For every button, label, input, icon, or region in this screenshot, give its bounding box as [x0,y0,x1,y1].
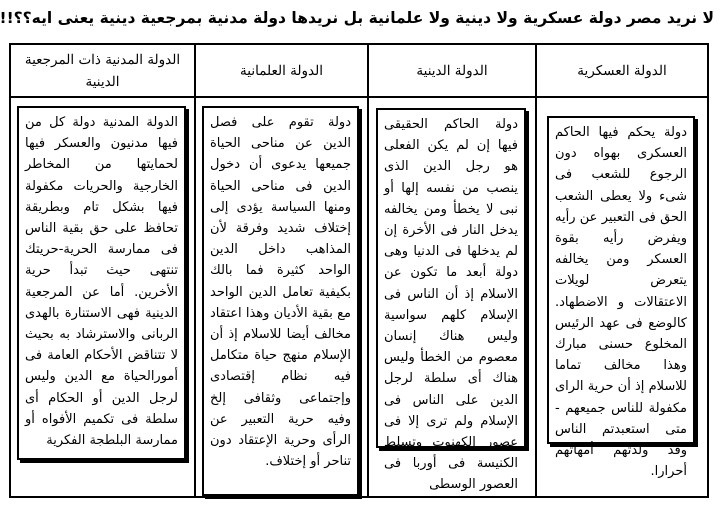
column-body [537,98,707,496]
column-body [11,98,194,496]
column-body [196,98,367,496]
column-text: الدولة المدنية دولة كل من فيها مدنيون والعسكر فيها لحمايتها من المخاطر الخارجية والحريات مكفولة فيها بشكل تام وبطريقة تحافظ على حق بقية الناس فى ممارسة الحرية-حريتك تنتهى حيث تبدأ حرية الأخرين. أما عن المرجعية الدينية فهى الاستنارة بالهدى الربانى والاسترشاد به بحيث لا تتناقض الأحكام العامة فى أمورالحياة مع الدين وليس لرجل الدين أو الحكام أى سلطة فى تكميم الأفواه أو ممارسة البلطجة الفكرية [17,106,186,460]
page-title: لا نريد مصر دولة عسكرية ولا دينية ولا علمانية بل نريدها دولة مدنية بمرجعية دينية يعنى ايه؟؟!! [0,9,714,27]
comparison-table [9,43,709,498]
column-civil-state [11,45,194,496]
column-header: الدولة الدينية [369,45,535,98]
column-text: دولة يحكم فيها الحاكم العسكرى بهواه دون الرجوع للشعب فى شىء ولا يعطى الشعب الحق فى التعبير عن رأيه ويفرض رأيه بقوة العسكر ومن يخالفه يتعرض لويلات الاعتقالات و الاضطهاد. كالوضع فى عهد الرئيس المخلوع حسنى مبارك وهذا مخالف تماما للاسلام إذ أن حرية الراى مكفولة للناس جميعهم - متى استعبدتم الناس وقد ولدتهم أمهاتهم أحرارا. [547,116,695,444]
column-religious-state [367,45,535,496]
column-text: دولة الحاكم الحقيقى فيها إن لم يكن الفعلى هو رجل الدين الذى ينصب من نفسه إلها أو نبى لا يخطأ ومن يخالفه يدخل النار فى الأخرة إن لم يدخلها فى الدنيا وهى دولة أبعد ما تكون عن الاسلام إذ أن الناس فى الإسلام كلهم سواسية وليس هناك إنسان معصوم من الخطأ وليس هناك أى سلطة لرجل الدين على الناس فى الإسلام ولم ترى إلا فى عصور الكهنوت وتسلط الكنيسة فى أوربا فى العصور الوسطى [376,108,526,448]
column-body [369,98,535,496]
column-secular-state [194,45,367,496]
column-military-state [535,45,707,496]
column-header: الدولة العسكرية [537,45,707,98]
column-header: الدولة العلمانية [196,45,367,98]
column-header: الدولة المدنية ذات المرجعية الدينية [11,45,194,98]
column-text: دولة تقوم على فصل الدين عن مناحى الحياة جميعها يدعوى أن دخول الدين فى مناحى الحياة ومنها السياسة يؤدى إلى إختلاف شديد وفرقة لأن المذاهب داخل الدين الواحد كثيرة فما بالك بكيفية تعامل الدين الواحد مع بقية الأديان وهذا اعتقاد مخالف أيضا للاسلام إذ أن الإسلام منهج حياة متكامل فيه نظام إقتصادى وإجتماعى وثقافى إلخ وفيه حرية التعبير عن الرأى وحرية الإعتقاد دون تناحر أو إختلاف. [202,106,359,496]
